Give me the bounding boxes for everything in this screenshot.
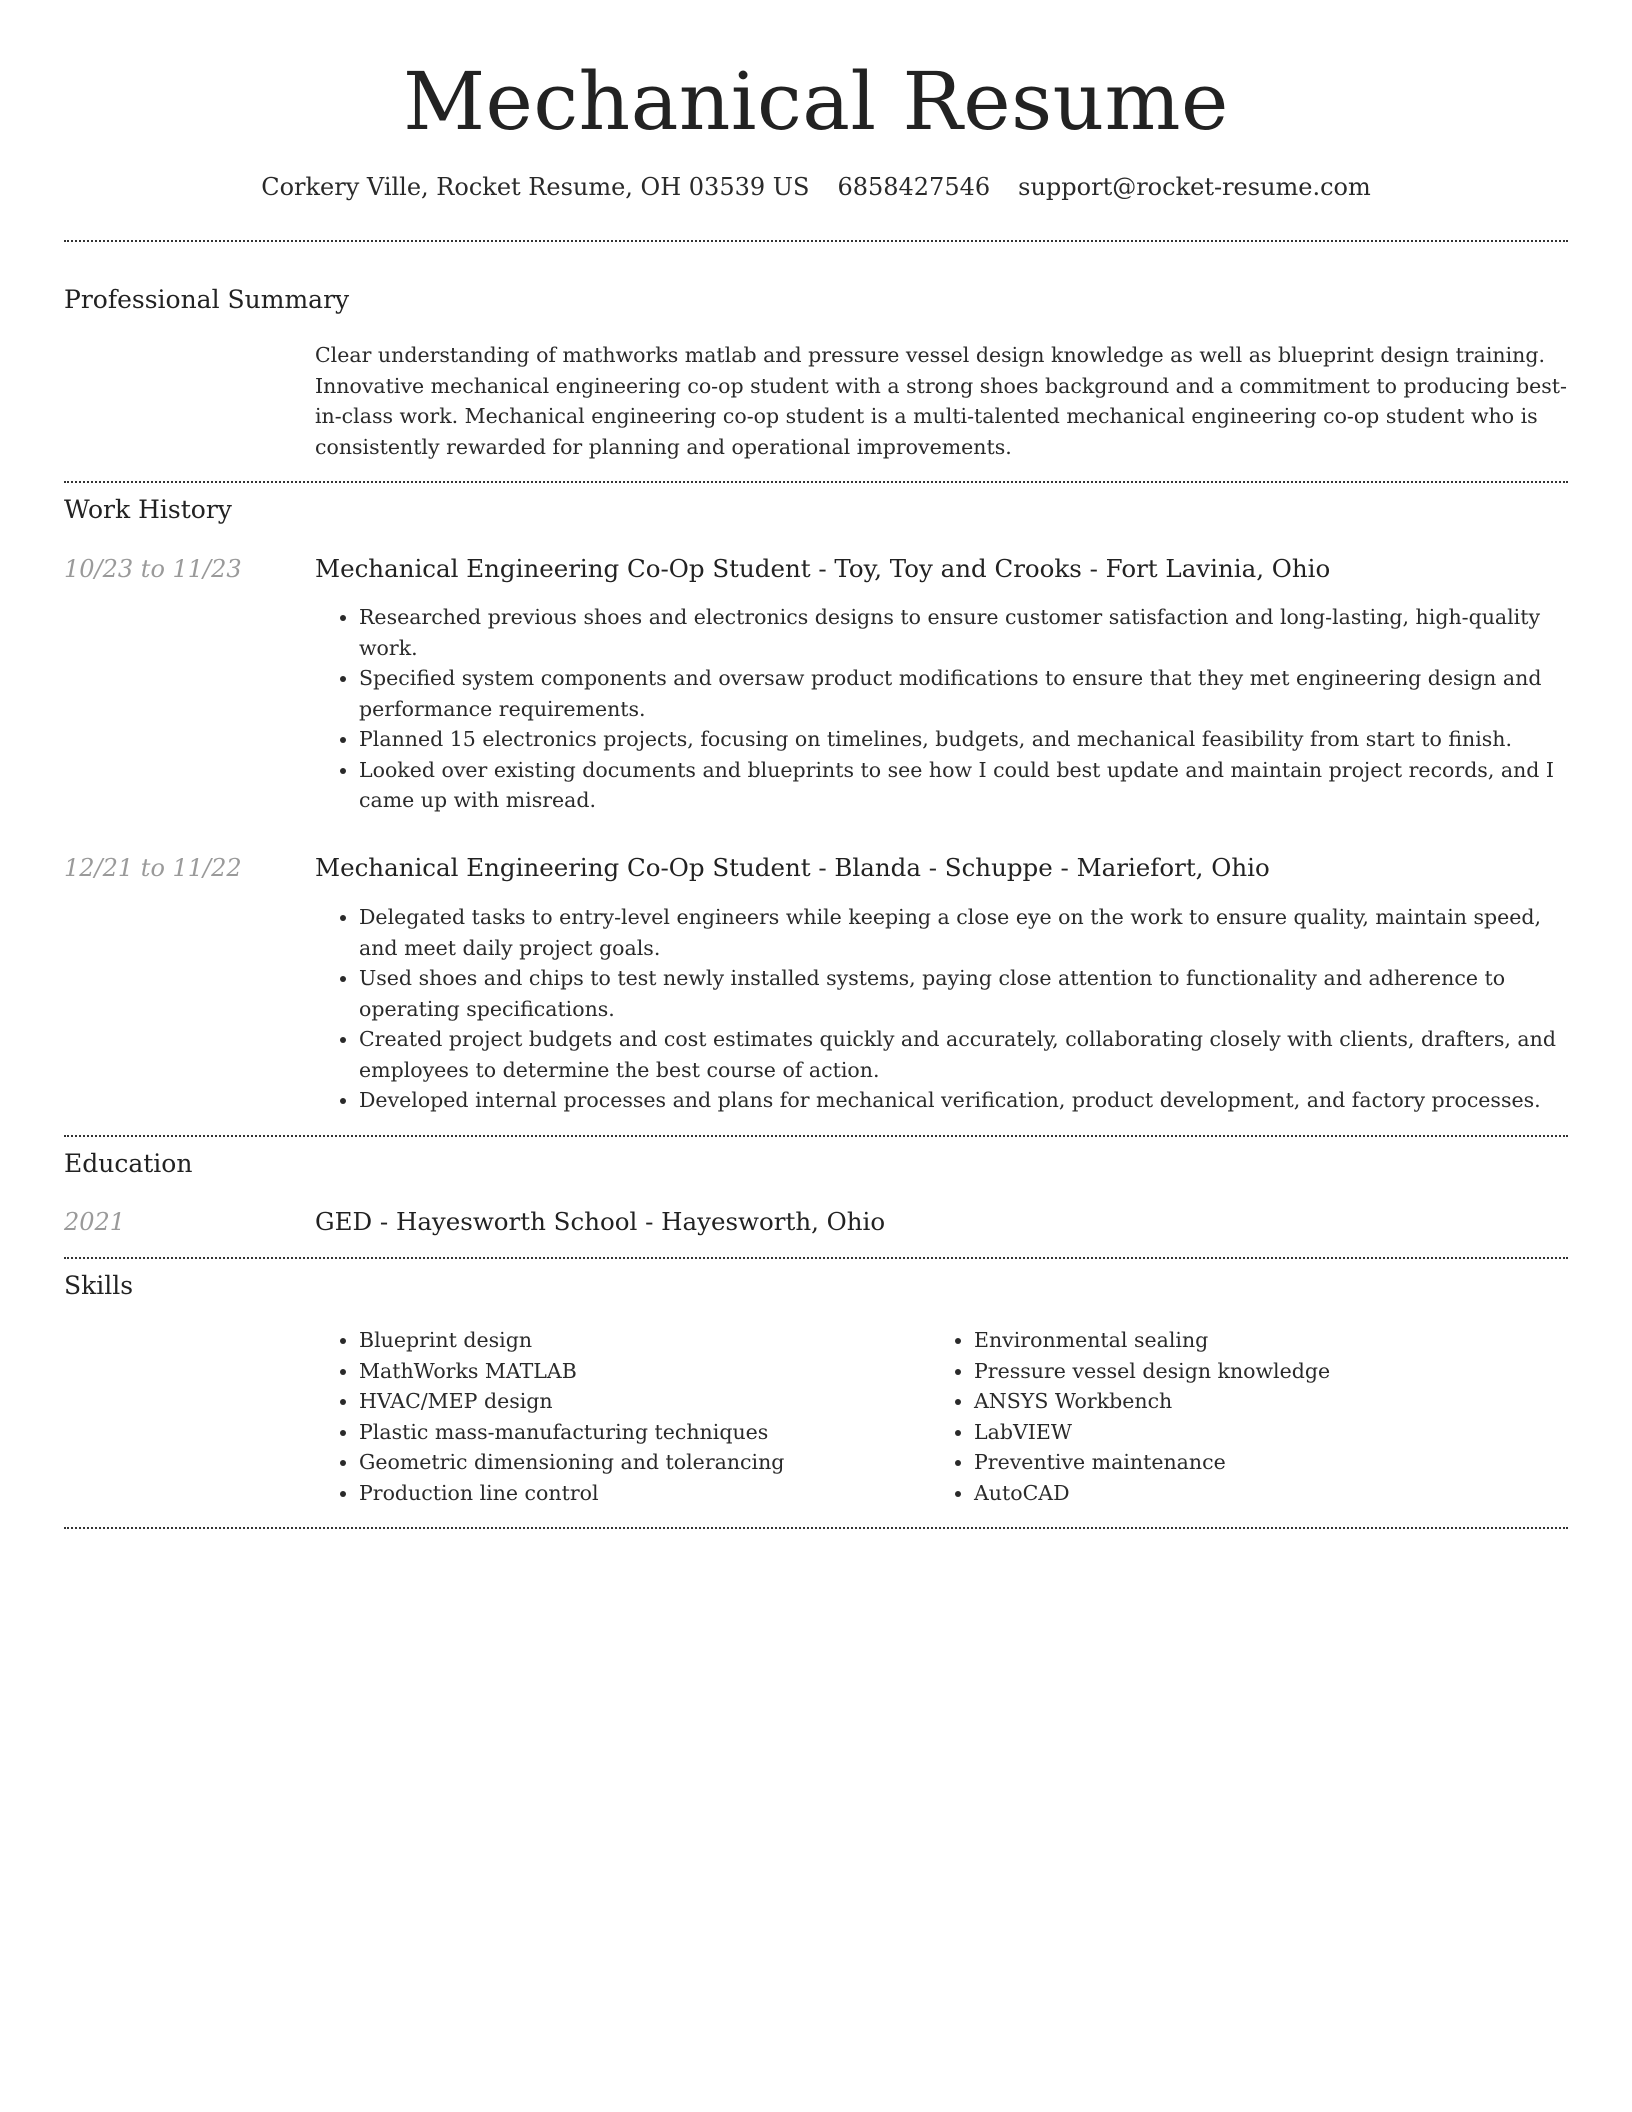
job-dates: 10/23 to 11/23 xyxy=(64,555,242,583)
skill-item: • AutoCAD xyxy=(974,1478,1568,1509)
skill-item: • HVAC/MEP design xyxy=(359,1386,930,1417)
education-section-title: Education xyxy=(64,1149,193,1178)
skills-section-title: Skills xyxy=(64,1271,134,1300)
job-bullets xyxy=(315,602,1568,816)
skill-item: • Blueprint design xyxy=(359,1325,930,1356)
job-bullet: • Created project budgets and cost estimates quickly and accurately, collaborating closely with clients, drafters, and employees to determine the best course of action. xyxy=(359,1024,1568,1085)
skill-item: • ANSYS Workbench xyxy=(974,1386,1568,1417)
skill-item: • Preventive maintenance xyxy=(974,1447,1568,1478)
job-bullet: • Planned 15 electronics projects, focusing on timelines, budgets, and mechanical feasibility from start to finish. xyxy=(359,724,1568,755)
job-bullets xyxy=(315,902,1568,1116)
job-bullet: • Developed internal processes and plans for mechanical verification, product development, and factory processes. xyxy=(359,1085,1568,1116)
education-degree: GED - Hayesworth School - Hayesworth, Ohio xyxy=(315,1207,886,1236)
skills-list-right xyxy=(930,1325,1568,1508)
skill-item: • Environmental sealing xyxy=(974,1325,1568,1356)
skill-item: • Pressure vessel design knowledge xyxy=(974,1356,1568,1387)
skill-item: • LabVIEW xyxy=(974,1417,1568,1448)
section-divider xyxy=(64,240,1568,242)
job-dates: 12/21 to 11/22 xyxy=(64,854,242,882)
skill-item: • Geometric dimensioning and tolerancing xyxy=(359,1447,930,1478)
contact-phone: 6858427546 xyxy=(837,173,991,201)
job-bullet: • Looked over existing documents and blueprints to see how I could best update and maintain project records, and I came up with misread. xyxy=(359,755,1568,816)
contact-line xyxy=(64,170,1568,204)
section-divider xyxy=(64,1527,1568,1529)
education-year: 2021 xyxy=(64,1208,126,1236)
contact-address: Corkery Ville, Rocket Resume, OH 03539 US xyxy=(261,173,810,201)
section-divider xyxy=(64,1135,1568,1137)
job-heading: Mechanical Engineering Co-Op Student - Blanda - Schuppe - Mariefort, Ohio xyxy=(315,853,1270,882)
work-section-title: Work History xyxy=(64,495,232,524)
section-divider xyxy=(64,1257,1568,1259)
skill-item: • MathWorks MATLAB xyxy=(359,1356,930,1387)
section-divider xyxy=(64,481,1568,483)
skill-item: • Plastic mass-manufacturing techniques xyxy=(359,1417,930,1448)
contact-email: support@rocket-resume.com xyxy=(1018,173,1371,201)
skill-item: • Production line control xyxy=(359,1478,930,1509)
resume-name: Mechanical Resume xyxy=(403,55,1229,148)
job-bullet: • Researched previous shoes and electronics designs to ensure customer satisfaction and long-lasting, high-quality work. xyxy=(359,602,1568,663)
job-bullet: • Specified system components and oversaw product modifications to ensure that they met engineering design and performance requirements. xyxy=(359,663,1568,724)
skills-list-left xyxy=(315,1325,930,1508)
job-bullet: • Delegated tasks to entry-level engineers while keeping a close eye on the work to ensure quality, maintain speed, and meet daily project goals. xyxy=(359,902,1568,963)
job-bullet: • Used shoes and chips to test newly installed systems, paying close attention to functionality and adherence to operating specifications. xyxy=(359,963,1568,1024)
job-heading: Mechanical Engineering Co-Op Student - Toy, Toy and Crooks - Fort Lavinia, Ohio xyxy=(315,554,1331,583)
summary-text: Clear understanding of mathworks matlab and pressure vessel design knowledge as well as blueprint design training. Innovative mechanical engineering co-op student with a strong shoes background and a commitment to producing best-in-class work. Mechanical engineering co-op student is a multi-talented mechanical engineering co-op student who is consistently rewarded for planning and operational improvements. xyxy=(315,343,1567,459)
summary-section-title: Professional Summary xyxy=(64,285,350,314)
